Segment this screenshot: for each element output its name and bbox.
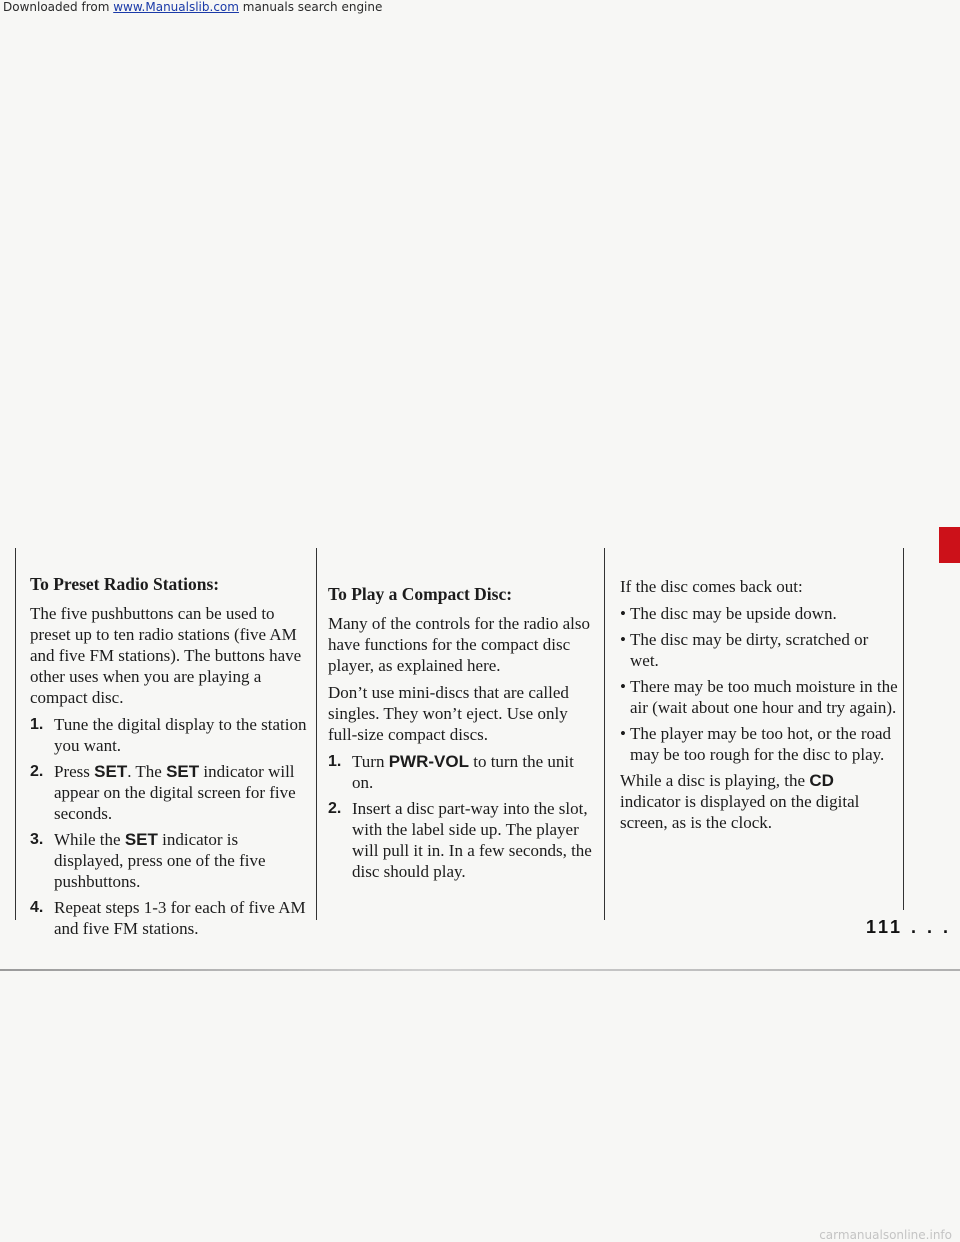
disc-out-intro: If the disc comes back out: [620,577,803,596]
bullet-dot: • [620,677,626,696]
step-text: While the SET indicator is displayed, press one of the five pushbuttons. [54,830,266,891]
set-indicator-ref: SET [166,762,200,781]
cd-step-1 [328,751,598,793]
step-number: 3. [30,831,44,848]
column-divider-2 [604,548,605,920]
cd-step-2 [328,798,598,882]
section-tab-marker [939,527,960,563]
preset-step-2 [30,761,310,824]
pwr-vol-ref: PWR-VOL [388,752,469,771]
preset-step-3 [30,829,310,892]
watermark-prefix: Downloaded from [3,0,114,14]
bullet-text: There may be too much moisture in the air (wait about one hour and try again). [630,677,898,717]
bullet-text: The disc may be upside down. [630,604,837,623]
compact-disc-column [328,584,598,887]
cd-heading: To Play a Compact Disc: [328,584,513,604]
bullet-text: The disc may be dirty, scratched or wet. [630,630,869,670]
cd-indicator-ref: CD [809,771,834,790]
step-number: 2. [328,800,342,817]
step-text: Press SET. The SET indicator will appear on the digital screen for five seconds. [54,762,296,823]
bullet-item [620,723,898,765]
bullet-dot: • [620,604,626,623]
manualslib-link[interactable]: www.Manualslib.com [113,0,239,14]
column-divider-left [15,548,16,920]
cd-para-2: Don’t use mini-discs that are called singles. They won’t eject. Use only full-size compact discs. [328,683,569,744]
bullet-item [620,603,898,624]
bottom-rule [0,969,960,971]
step-text: Insert a disc part-way into the slot, with the label side up. The player will pull it in. In a few seconds, the disc should play. [352,799,592,881]
cd-indicator-note: While a disc is playing, the CD indicator is displayed on the digital screen, as is the clock. [620,771,860,832]
footer-watermark: carmanualsonline.info [819,1228,952,1242]
cd-para-1: Many of the controls for the radio also have functions for the compact disc player, as explained here. [328,614,591,675]
step-text: Repeat steps 1-3 for each of five AM and five FM stations. [54,898,306,938]
step-number: 1. [328,753,342,770]
download-watermark [3,0,382,14]
step-number: 2. [30,763,44,780]
preset-stations-column [30,574,310,944]
bullet-text: The player may be too hot, or the road may be too rough for the disc to play. [630,724,892,764]
column-divider-1 [316,548,317,920]
disc-ejects-column [620,576,898,839]
column-divider-right [903,548,904,910]
bullet-dot: • [620,630,626,649]
bullet-item [620,629,898,671]
set-button-ref: SET [94,762,128,781]
step-number: 1. [30,716,44,733]
preset-step-4 [30,897,310,939]
preset-step-1 [30,714,310,756]
preset-intro: The five pushbuttons can be used to preset up to ten radio stations (five AM and five FM stations). The buttons have other uses when you are playing a compact disc. [30,604,302,707]
set-indicator-ref: SET [124,830,158,849]
bullet-item [620,676,898,718]
preset-heading: To Preset Radio Stations: [30,574,220,594]
step-number: 4. [30,899,44,916]
step-text: Tune the digital display to the station you want. [54,715,307,755]
step-text: Turn PWR-VOL to turn the unit on. [352,752,574,792]
page-number: 111 . . . [866,917,952,937]
watermark-suffix: manuals search engine [238,0,383,14]
bullet-dot: • [620,724,626,743]
